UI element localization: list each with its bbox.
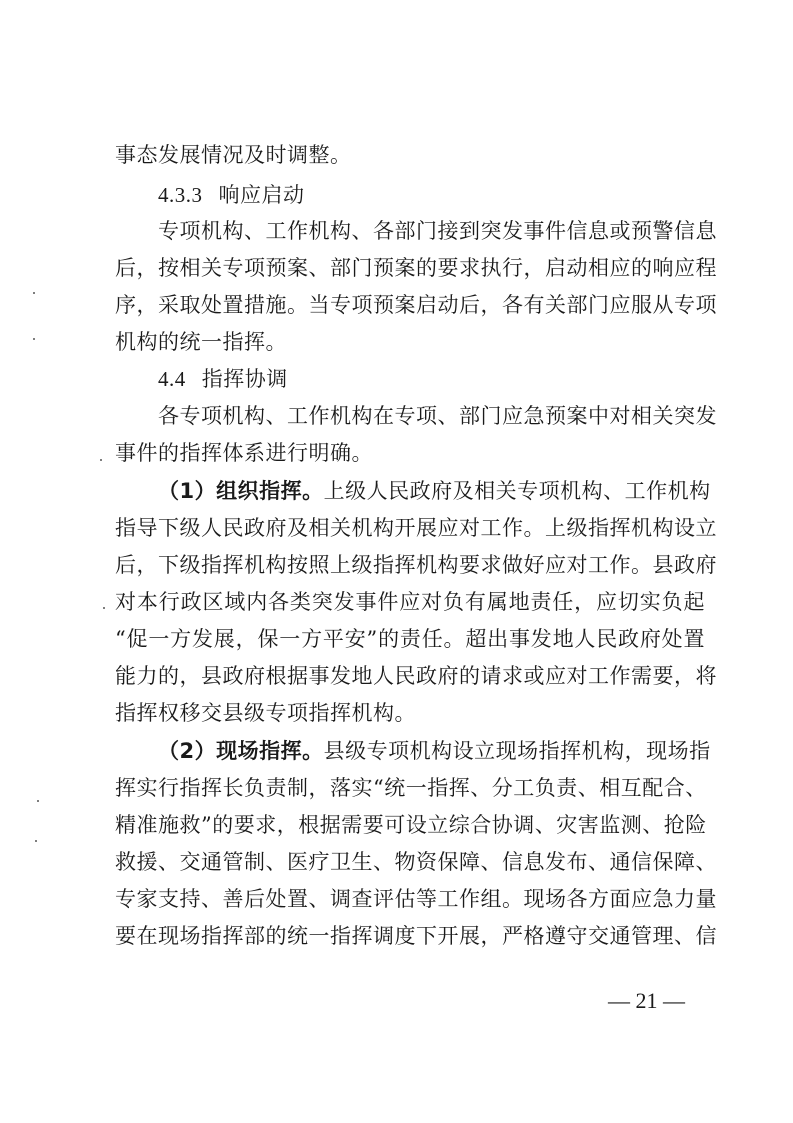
section-heading-4-4 [158, 364, 748, 394]
scan-speck [37, 800, 39, 802]
text-line: 要在现场指挥部的统一指挥调度下开展，严格遵守交通管理、信 [115, 924, 717, 948]
scan-speck [103, 607, 105, 609]
text-line: 机构的统一指挥。 [115, 330, 287, 354]
lead-rest: 县级专项机构设立现场指挥机构，现场指 [323, 739, 711, 763]
text-line: 后，按相关专项预案、部门预案的要求执行，启动相应的响应程 [115, 256, 717, 280]
text-line: 指导下级人民政府及相关机构开展应对工作。上级指挥机构设立 [115, 516, 717, 540]
scan-speck [33, 338, 35, 340]
scan-speck [100, 459, 102, 461]
text-line: 序，采取处置措施。当专项预案启动后，各有关部门应服从专项 [115, 293, 717, 317]
text-line: 能力的，县政府根据事发地人民政府的请求或应对工作需要，将 [115, 664, 717, 688]
bold-lead: （2）现场指挥。 [158, 739, 324, 763]
text-line: 指挥权移交县级专项指挥机构。 [115, 701, 416, 725]
text-line: 事态发展情况及时调整。 [115, 143, 352, 167]
lead-rest: 上级人民政府及相关专项机构、工作机构 [323, 479, 711, 503]
section-number: 4.4 [158, 367, 186, 391]
section-heading-4-3-3 [158, 180, 748, 210]
text-line: 后，下级指挥机构按照上级指挥机构要求做好应对工作。县政府 [115, 553, 717, 577]
text-line: 事件的指挥体系进行明确。 [115, 441, 373, 465]
text-line: 各专项机构、工作机构在专项、部门应急预案中对相关突发 [158, 404, 717, 428]
scan-speck [33, 292, 35, 294]
text-line: 对本行政区域内各类突发事件应对负有属地责任，应切实负起 [115, 590, 705, 614]
section-title: 响应启动 [218, 183, 305, 207]
text-line: 专家支持、善后处置、调查评估等工作组。现场各方面应急力量 [115, 887, 717, 911]
paragraph-site-command [158, 736, 711, 766]
page-number: — 21 — [608, 988, 685, 1013]
paragraph-org-command [158, 476, 711, 506]
text-line: 挥实行指挥长负责制，落实“统一指挥、分工负责、相互配合、 [115, 776, 707, 800]
text-line: 专项机构、工作机构、各部门接到突发事件信息或预警信息 [158, 219, 717, 243]
scan-speck [35, 840, 37, 842]
section-number: 4.3.3 [158, 183, 203, 207]
section-title: 指挥协调 [201, 367, 288, 391]
text-line: “促一方发展，保一方平安”的责任。超出事发地人民政府处置 [115, 627, 705, 651]
bold-lead: （1）组织指挥。 [158, 479, 324, 503]
text-line: 精准施救”的要求，根据需要可设立综合协调、灾害监测、抢险 [115, 813, 707, 837]
text-line: 救援、交通管制、医疗卫生、物资保障、信息发布、通信保障、 [115, 850, 717, 874]
